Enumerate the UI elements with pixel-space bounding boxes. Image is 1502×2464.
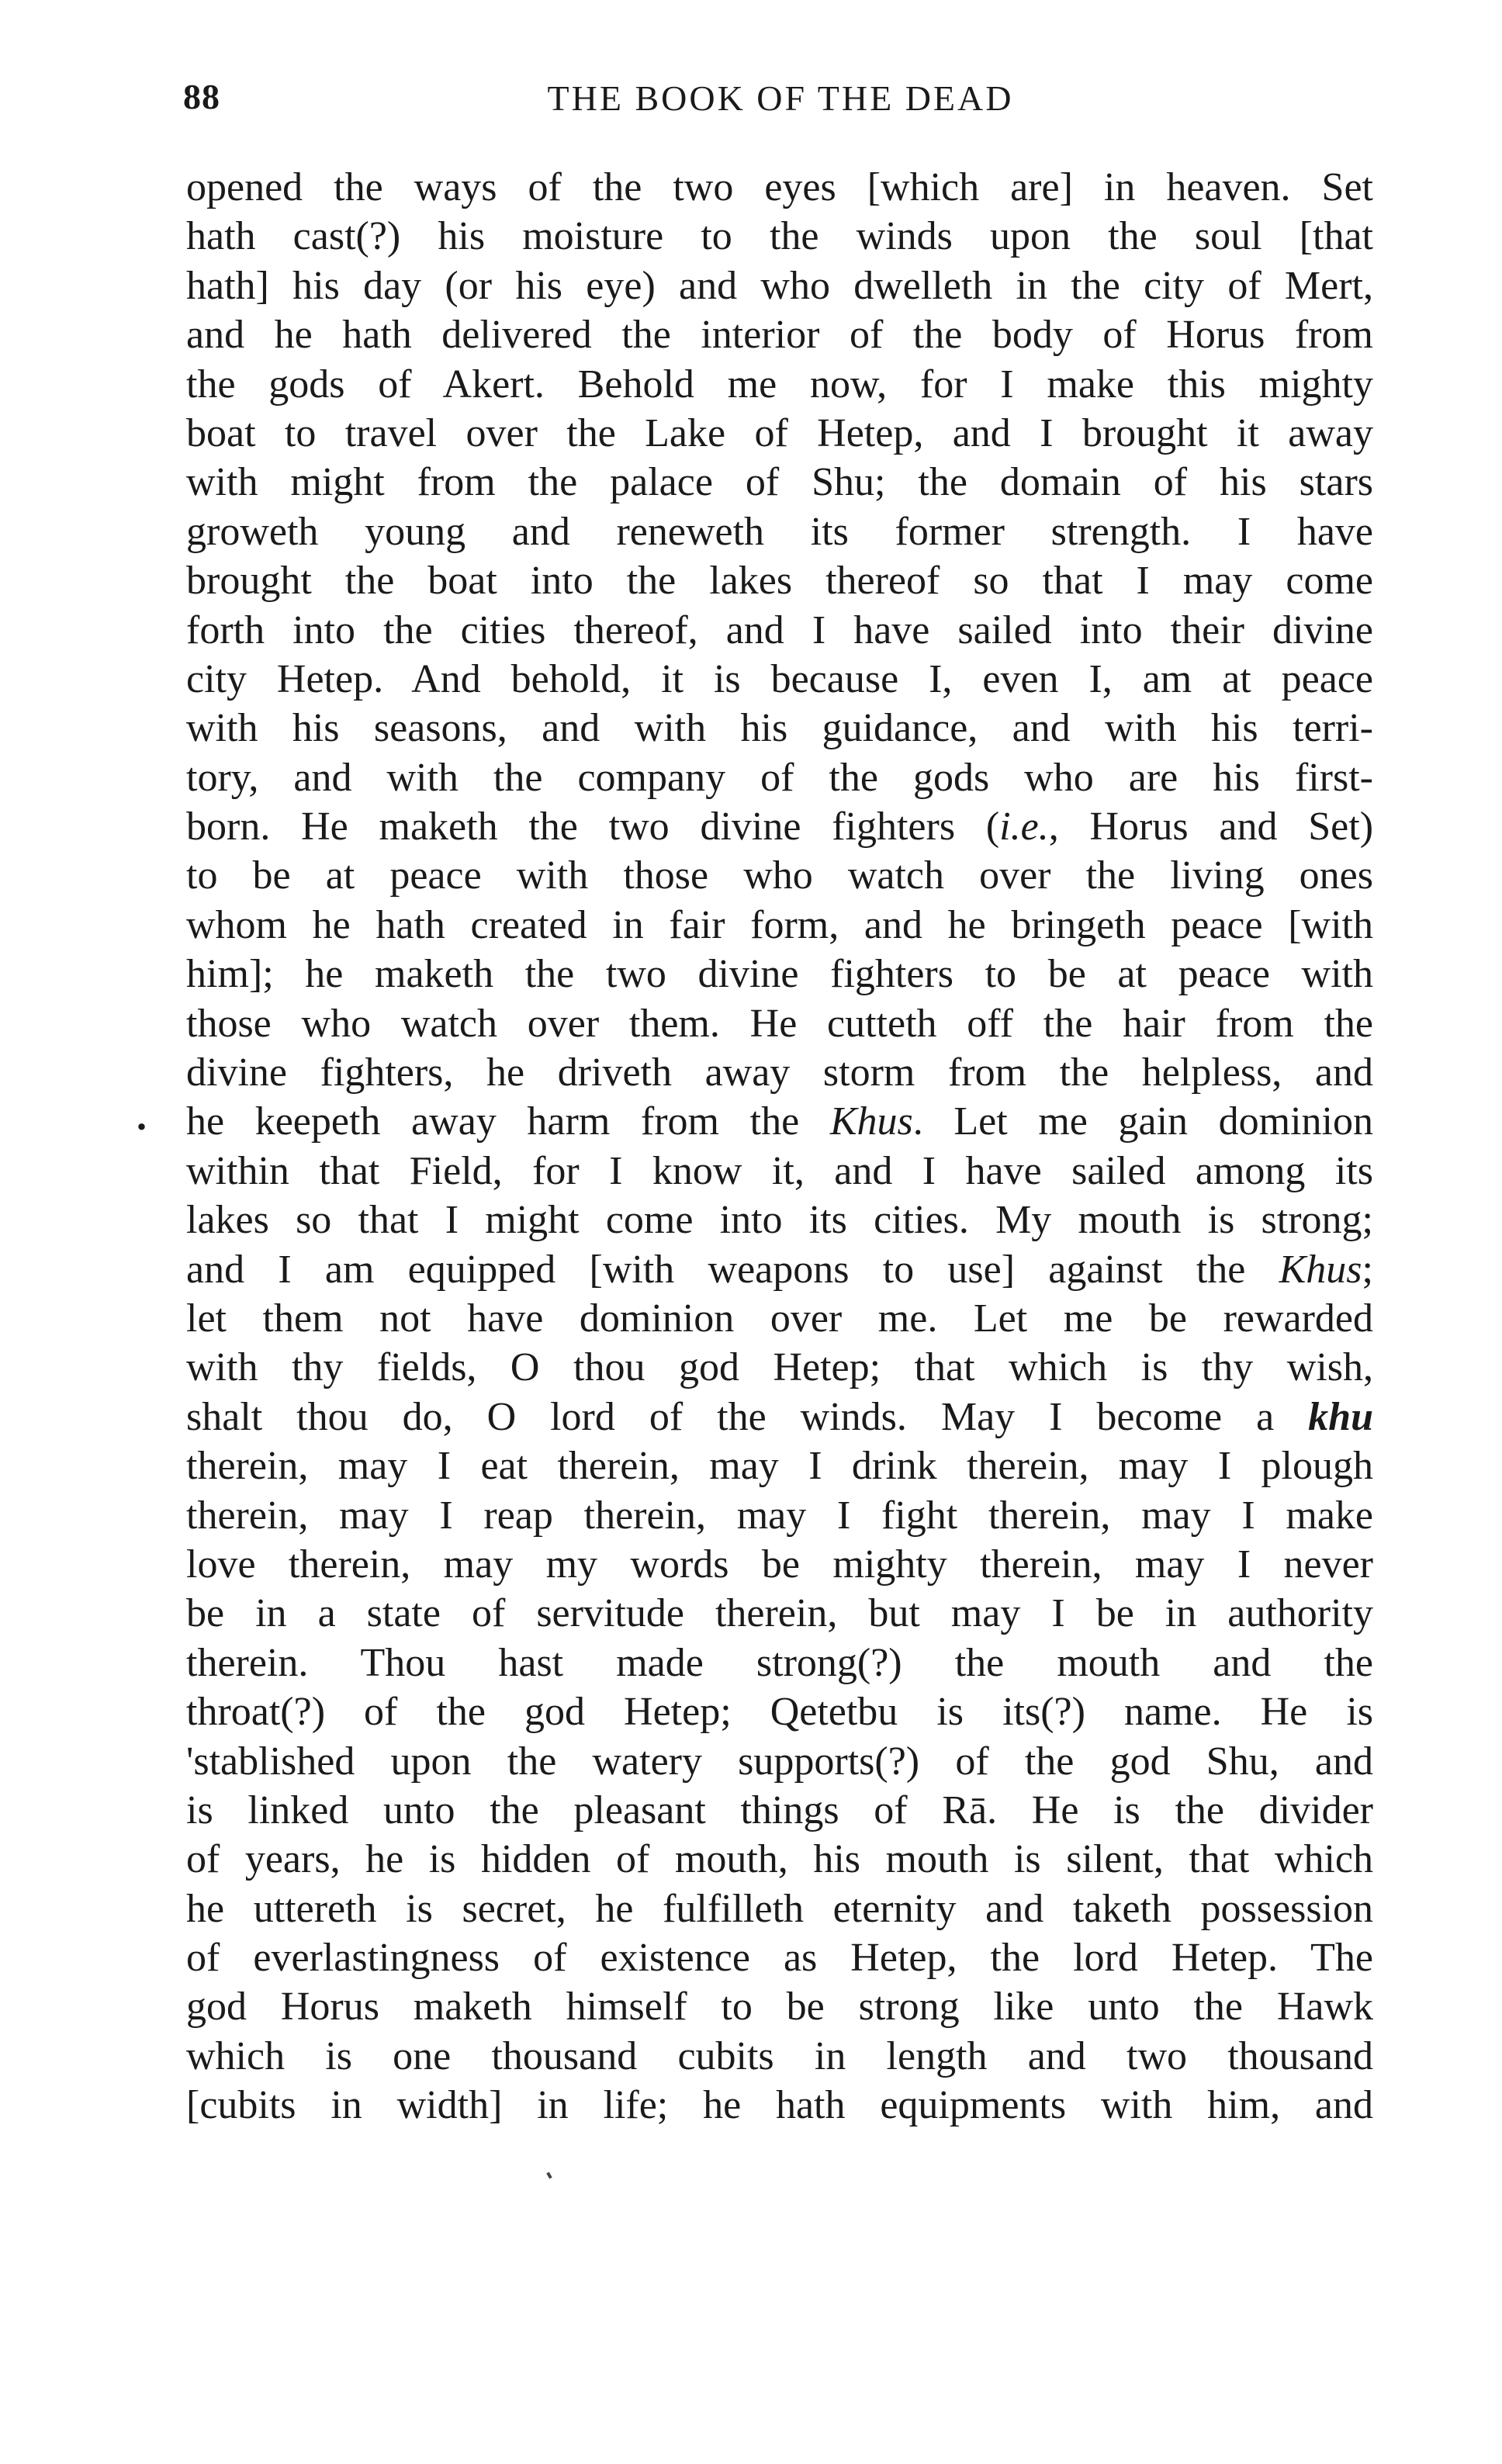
text-line: [cubits in width] in life; he hath equipments with him, and	[186, 2083, 1373, 2128]
text-line: forth into the cities thereof, and I have sailed into their divine	[186, 607, 1373, 652]
text-line: god Horus maketh himself to be strong like unto the Hawk	[186, 1985, 1373, 2030]
running-title: THE BOOK OF THE DEAD	[547, 78, 1014, 118]
page-header	[183, 76, 1378, 130]
text-line: therein, may I reap therein, may I fight therein, may I make	[186, 1493, 1373, 1538]
text-line: throat(?) of the god Hetep; Qetetbu is its(?) name. He is	[186, 1690, 1373, 1735]
text-line: hath] his day (or his eye) and who dwelleth in the city of Mert,	[186, 263, 1373, 308]
text-line: opened the ways of the two eyes [which are] in heaven. Set	[186, 165, 1373, 209]
text-line: shalt thou do, O lord of the winds. May I become a khu	[186, 1394, 1373, 1439]
text-line: within that Field, for I know it, and I have sailed among its	[186, 1148, 1373, 1193]
text-line: therein, may I eat therein, may I drink therein, may I plough	[186, 1444, 1373, 1489]
text-line: love therein, may my words be mighty therein, may I never	[186, 1542, 1373, 1587]
text-line: which is one thousand cubits in length and two thousand	[186, 2033, 1373, 2078]
text-line: he uttereth is secret, he fulfilleth eternity and taketh possession	[186, 1886, 1373, 1931]
text-line: of everlastingness of existence as Hetep, the lord Hetep. The	[186, 1936, 1373, 1981]
text-line: tory, and with the company of the gods who are his first-	[186, 755, 1373, 800]
text-line: whom he hath created in fair form, and he bringeth peace [with	[186, 902, 1373, 947]
page-number: 88	[183, 77, 220, 116]
text-line: is linked unto the pleasant things of Rā. He is the divider	[186, 1787, 1373, 1832]
text-line: with his seasons, and with his guidance, and with his terri-	[186, 706, 1373, 751]
text-line: him]; he maketh the two divine fighters to be at peace with	[186, 952, 1373, 997]
text-line: 'stablished upon the watery supports(?) of the god Shu, and	[186, 1739, 1373, 1784]
text-line: boat to travel over the Lake of Hetep, and I brought it away	[186, 410, 1373, 455]
text-line: be in a state of servitude therein, but may I be in authority	[186, 1591, 1373, 1636]
text-line: with might from the palace of Shu; the domain of his stars	[186, 460, 1373, 505]
text-line: groweth young and reneweth its former strength. I have	[186, 509, 1373, 554]
text-line: to be at peace with those who watch over the living ones	[186, 853, 1373, 898]
text-line: brought the boat into the lakes thereof so that I may come	[186, 559, 1373, 604]
text-line: divine fighters, he driveth away storm from the helpless, and	[186, 1050, 1373, 1095]
text-line: with thy fields, O thou god Hetep; that which is thy wish,	[186, 1345, 1373, 1390]
text-line: city Hetep. And behold, it is because I, even I, am at peace	[186, 656, 1373, 701]
margin-mark: .	[137, 1095, 147, 1139]
text-line: let them not have dominion over me. Let me be rewarded	[186, 1296, 1373, 1341]
text-line: therein. Thou hast made strong(?) the mouth and the	[186, 1640, 1373, 1685]
text-line: of years, he is hidden of mouth, his mouth is silent, that which	[186, 1837, 1373, 1882]
text-line: the gods of Akert. Behold me now, for I make this mighty	[186, 362, 1373, 407]
text-line: and he hath delivered the interior of the body of Horus from	[186, 313, 1373, 358]
text-line: he keepeth away harm from the Khus. Let me gain dominion	[186, 1099, 1374, 1144]
text-line: born. He maketh the two divine fighters (i.e., Horus and Set)	[186, 805, 1374, 850]
text-line: and I am equipped [with weapons to use] against the Khus;	[186, 1247, 1373, 1292]
ink-speck	[546, 2172, 552, 2179]
text-line: lakes so that I might come into its cities. My mouth is strong;	[186, 1198, 1373, 1243]
text-line: those who watch over them. He cutteth off the hair from the	[186, 1001, 1373, 1046]
body-text	[186, 163, 1373, 2130]
text-line: hath cast(?) his moisture to the winds upon the soul [that	[186, 214, 1373, 259]
